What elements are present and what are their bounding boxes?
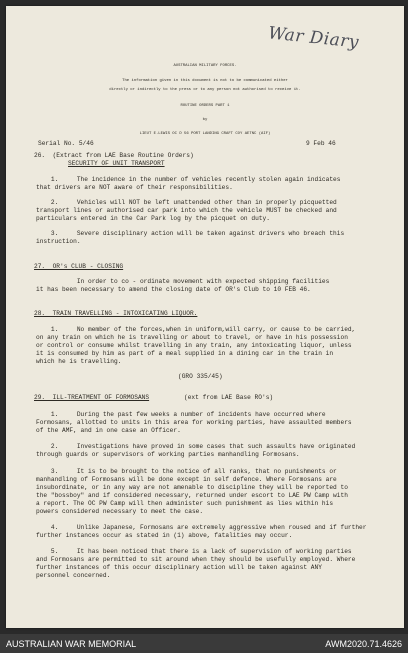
section-29-para-5-line-3: further instances of this occur disciplinary action will be taken against ANY (36, 564, 322, 571)
document-title: AUSTRALIAN MILITARY FORCES. (173, 64, 237, 68)
section-26-para-3-line-1: 3. Severe disciplinary action will be taken against drivers who breach this (36, 230, 345, 237)
section-28-heading: 28. TRAIN TRAVELLING - INTOXICATING LIQUOR. (34, 310, 198, 317)
section-26-para-2-line-2: transport lines or authorised car park into which the vehicle MUST be checked and (36, 207, 337, 214)
section-28-para-1-line-4: it is consumed by him as part of a meal supplied in a dining car in the train in (36, 350, 334, 357)
section-29-para-2-line-2: through guards or supervisors of working parties manhandling Formosans. (36, 451, 300, 458)
section-29-para-3-line-4: the "bossboy" and if considered necessary, returned under escort to LAE PW Camp with (36, 492, 348, 499)
section-27-heading: 27. OR's CLUB - CLOSING (34, 263, 124, 270)
section-29-para-4-line-1: 4. Unlike Japanese, Formosans are extremely aggressive when roused and if further (36, 524, 367, 531)
section-28-reference: (GRO 335/45) (178, 373, 223, 380)
section-29-para-5-line-2: and Formosans are permitted to sit around when they should be usefully employed. Where (36, 556, 356, 563)
section-28-para-1-line-1: 1. No member of the forces,when in uniform,will carry, or cause to be carried, (36, 326, 356, 333)
section-29-para-3-line-2: manhandling of Formosans will be done except in self defence. Where Formosans are (36, 476, 337, 483)
serial-number: Serial No. 5/46 (38, 140, 94, 147)
archive-reference: AWM2020.71.4626 (325, 639, 402, 649)
order-date: 9 Feb 46 (306, 140, 336, 147)
orders-by: by (202, 118, 208, 122)
section-29-para-3-line-1: 3. It is to be brought to the notice of all ranks, that no punishments or (36, 468, 337, 475)
orders-title: ROUTINE ORDERS PART 1 (180, 104, 230, 108)
archive-name: AUSTRALIAN WAR MEMORIAL (6, 639, 137, 649)
section-27-para-1-line-2: it has been necessary to amend the closing date of OR's Club to 10 FEB 46. (36, 286, 311, 293)
section-29-para-4-line-2: further instances occur as stated in (1) above, fatalities may occur. (36, 532, 293, 539)
section-29-para-2-line-1: 2. Investigations have proved in some cases that such assaults have originated (36, 443, 356, 450)
section-29-para-3-line-5: a report. The OC PW Camp will then administer such punishment as lies within his (36, 500, 334, 507)
section-28-para-1-line-5: which he is travelling. (36, 358, 122, 365)
section-29-heading: 29. ILL-TREATMENT OF FORMOSANS (34, 394, 150, 401)
section-29-extract-note: (ext from LAE Base RO's) (184, 394, 274, 401)
section-26-title: SECURITY OF UNIT TRANSPORT (68, 160, 165, 167)
document-page (6, 6, 404, 628)
section-26-heading: 26. (Extract from LAE Base Routine Orders) (34, 152, 194, 159)
section-29-para-5-line-4: personnel concerned. (36, 572, 111, 579)
section-26-para-2-line-3: particulars entered in the Car Park log by the picquet on duty. (36, 215, 270, 222)
section-26-para-3-line-2: instruction. (36, 238, 81, 245)
issuing-officer: LIEUT E.LEWIS OC D 56 PORT LANDING CRAFT COY AETNC (AIF) (139, 132, 271, 136)
section-27-para-1-line-1: In order to co - ordinate movement with expected shipping facilities (36, 278, 330, 285)
archive-footer-bar (0, 634, 408, 653)
notice-line-1: The information given in this document is not to be communicated either (122, 79, 288, 83)
section-29-para-1-line-3: of the AMF, and in one case an Officer. (36, 427, 181, 434)
section-29-para-1-line-1: 1. During the past few weeks a number of incidents have occurred where (36, 411, 326, 418)
section-29-para-5-line-1: 5. It has been noticed that there is a lack of supervision of working parties (36, 548, 352, 555)
section-26-para-1-line-1: 1. The incidence in the number of vehicles recently stolen again indicates (36, 176, 341, 183)
section-29-para-1-line-2: Formosans, allotted to units in this area for working parties, have assaulted members (36, 419, 352, 426)
section-29-para-3-line-3: insubordinate, or in any way are not amenable to discipline they will be reported to (36, 484, 348, 491)
section-26-para-2-line-1: 2. Vehicles will NOT be left unattended other than in properly picquetted (36, 199, 337, 206)
section-28-para-1-line-3: or control or consume whilst travelling in any train, any intoxicating liquor, unless (36, 342, 352, 349)
section-28-para-1-line-2: on any train on which he is travelling or about to travel, or have in his possession (36, 334, 348, 341)
handwritten-annotation: War Diary (267, 23, 360, 53)
notice-line-2: directly or indirectly to the press or to any person not authorised to receive it. (109, 88, 301, 92)
section-26-para-1-line-2: that drivers are NOT aware of their responsibilities. (36, 184, 233, 191)
section-29-para-3-line-6: powers considered necessary to meet the case. (36, 508, 204, 515)
